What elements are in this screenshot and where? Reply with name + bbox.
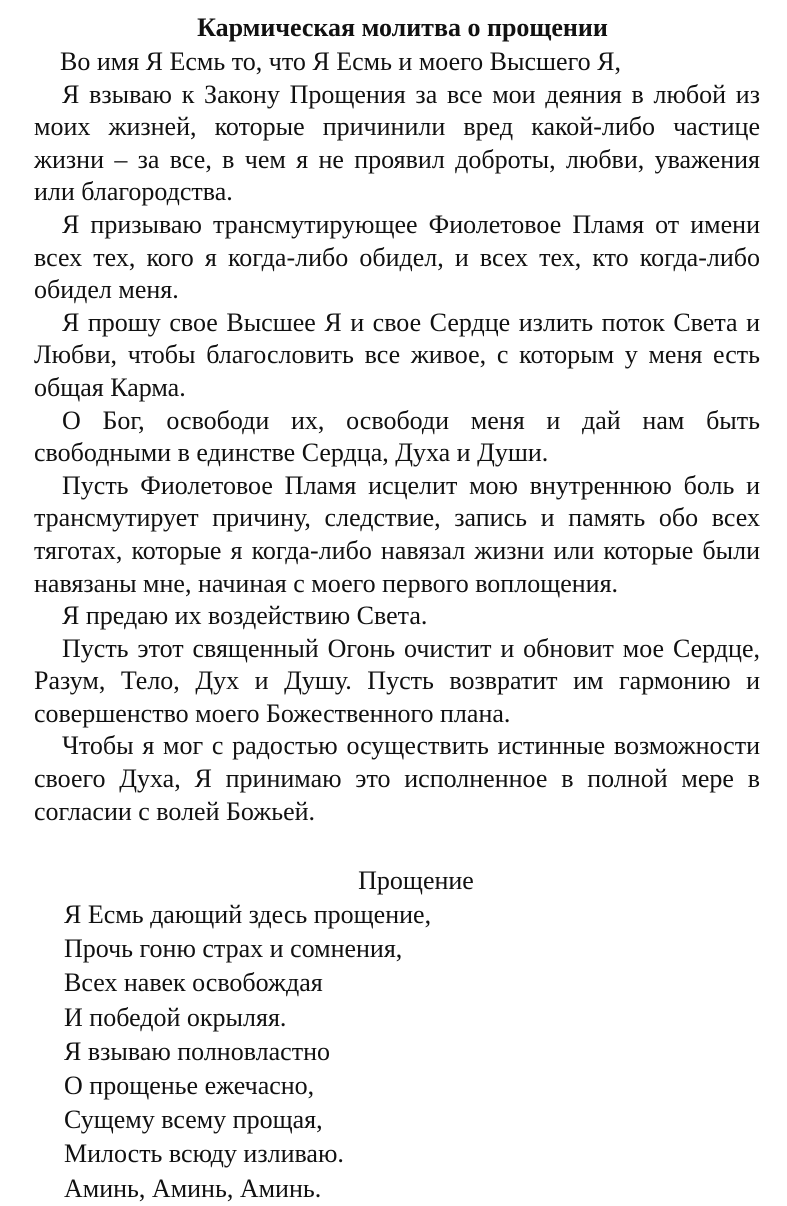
poem [64, 898, 431, 1206]
prayer-body [34, 46, 760, 828]
paragraph-1: Во имя Я Есмь то, что Я Есмь и моего Высшего Я, [60, 47, 621, 76]
document-title: Кармическая молитва о прощении [197, 13, 608, 42]
paragraph-7: Я предаю их воздействию Света. [62, 601, 428, 631]
paragraph-9: Чтобы я мог с радостью осуществить истинные возможности своего Духа, Я принимаю это исполненное в полной мере в согласии с волей Божьей. [34, 731, 760, 826]
poem-line: Аминь, Аминь, Аминь. [64, 1173, 322, 1203]
poem-line: Я Есмь дающий здесь прощение, [64, 900, 432, 929]
poem-line: Всех навек освобождая [64, 968, 323, 998]
paragraph-4: Я прошу свое Высшее Я и свое Сердце излить поток Света и Любви, чтобы благословить все живое, с которым у меня есть общая Карма. [34, 307, 760, 402]
poem-line: Я взываю полновластно [64, 1036, 330, 1066]
poem-line: Прочь гоню страх и сомнения, [64, 934, 403, 964]
poem-line: Сущему всему прощая, [64, 1105, 323, 1135]
poem-line: Милость всюду изливаю. [64, 1139, 344, 1169]
poem-line: О прощенье ежечасно, [64, 1071, 315, 1101]
paragraph-6: Пусть Фиолетовое Пламя исцелит мою внутреннюю боль и трансмутирует причину, следствие, запись и память обо всех тяготах, которые я когда-либо навязал жизни или которые были навязаны мне, начиная с моего первого воплощения. [34, 470, 760, 598]
paragraph-8: Пусть этот священный Огонь очистит и обновит мое Сердце, Разум, Тело, Дух и Душу. Пусть возвратит им гармонию и совершенство моего Божественного плана. [34, 633, 760, 728]
paragraph-2: Я взываю к Закону Прощения за все мои деяния в любой из моих жизней, которые причинили вред какой-либо частице жизни – за все, в чем я не проявил доброты, любви, уважения или благородства. [34, 79, 760, 207]
section-subtitle: Прощение [358, 866, 474, 895]
poem-line: И победой окрыляя. [64, 1002, 287, 1032]
paragraph-3: Я призываю трансмутирующее Фиолетовое Пламя от имени всех тех, кого я когда-либо обидел, и всех тех, кто когда-либо обидел меня. [34, 209, 760, 305]
paragraph-5: О Бог, освободи их, освободи меня и дай нам быть свободными в единстве Сердца, Духа и Души. [34, 405, 760, 468]
